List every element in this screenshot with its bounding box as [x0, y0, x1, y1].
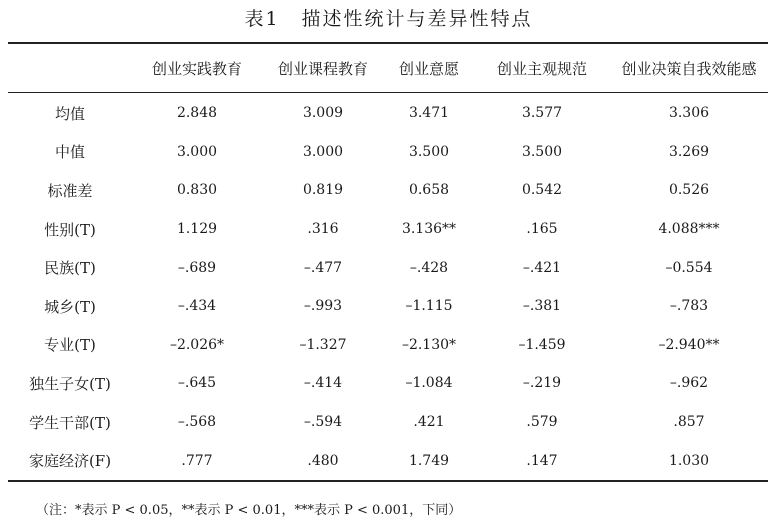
table-cell: 1.749	[408, 452, 450, 469]
table-cell: 3.009	[302, 105, 344, 122]
table-cell: 0.526	[668, 182, 710, 199]
table-cell: –2.130*	[401, 336, 457, 353]
column-header	[8, 48, 132, 88]
row-label: 家庭经济(F)	[28, 452, 112, 471]
table-cell: –1.115	[405, 298, 453, 315]
row-label: 中值	[54, 143, 85, 162]
table-cell: –.962	[669, 375, 709, 392]
statistics-table	[8, 48, 768, 480]
table-cell: 0.542	[521, 182, 563, 199]
table-cell: .579	[526, 414, 558, 431]
table-cell: –0.554	[665, 259, 713, 276]
table-cell: –1.084	[405, 375, 453, 392]
table-cell: 0.830	[176, 182, 218, 199]
table-cell: 3.500	[408, 143, 450, 160]
table-row	[8, 364, 768, 403]
table-cell: 3.471	[408, 105, 450, 122]
column-header: 创业决策自我效能感	[621, 59, 757, 78]
table-row	[8, 88, 768, 133]
table-cell: –2.940**	[658, 336, 720, 353]
table-cell: 0.658	[408, 182, 450, 199]
column-header: 创业课程教育	[277, 59, 368, 78]
table-number: 表1	[244, 8, 280, 30]
column-header: 创业主观规范	[496, 59, 587, 78]
row-label: 民族(T)	[44, 259, 96, 278]
table-row	[8, 441, 768, 480]
table-cell: 4.088***	[658, 221, 720, 238]
table-cell: –.645	[177, 375, 217, 392]
table-cell: .857	[673, 414, 705, 431]
table-cell: 0.819	[302, 182, 344, 199]
row-label: 学生干部(T)	[29, 413, 111, 432]
table-cell: –.434	[177, 298, 217, 315]
table-row	[8, 248, 768, 287]
table-cell: –.568	[177, 414, 217, 431]
row-label: 性别(T)	[44, 220, 96, 239]
table-cell: –.381	[522, 298, 562, 315]
table-cell: –1.459	[518, 336, 566, 353]
table-cell: –.689	[177, 259, 217, 276]
table-cell: .147	[526, 452, 558, 469]
table-row	[8, 403, 768, 442]
table-cell: 3.000	[302, 143, 344, 160]
table-cell: –1.327	[299, 336, 347, 353]
table-cell: –.783	[669, 298, 709, 315]
table-row	[8, 133, 768, 172]
table-cell: 1.129	[176, 221, 218, 238]
table-cell: –.421	[522, 259, 562, 276]
top-rule	[8, 42, 768, 44]
table-cell: 3.136**	[401, 221, 457, 238]
row-label: 标准差	[47, 181, 93, 200]
table-cell: –.428	[409, 259, 449, 276]
table-cell: –.219	[522, 375, 562, 392]
header-row	[8, 48, 768, 88]
row-label: 城乡(T)	[44, 297, 96, 316]
table-cell: .316	[307, 221, 339, 238]
table-cell: 3.306	[668, 105, 710, 122]
table-cell: –2.026*	[169, 336, 225, 353]
table-cell: .480	[307, 452, 339, 469]
row-label: 专业(T)	[44, 336, 96, 355]
table-cell: 3.000	[176, 143, 218, 160]
table-cell: .421	[413, 414, 445, 431]
table-title	[0, 4, 777, 31]
table-cell: 3.500	[521, 143, 563, 160]
table-note: （注：*表示 P < 0.05，**表示 P < 0.01，***表示 P < 0.001，下同）	[36, 503, 462, 518]
table-cell: –.594	[303, 414, 343, 431]
row-label: 均值	[54, 104, 85, 123]
column-header: 创业意愿	[398, 59, 459, 78]
table-row	[8, 287, 768, 326]
column-header: 创业实践教育	[151, 59, 242, 78]
table-row	[8, 171, 768, 210]
row-label: 独生子女(T)	[29, 374, 111, 393]
table-cell: 3.269	[668, 143, 710, 160]
table-cell: –.993	[303, 298, 343, 315]
table-cell: 1.030	[668, 452, 710, 469]
table-cell: 3.577	[521, 105, 563, 122]
table-cell: 2.848	[176, 105, 218, 122]
table-cell: –.414	[303, 375, 343, 392]
table-cell: .165	[526, 221, 558, 238]
table-body	[8, 88, 768, 480]
table-cell: –.477	[303, 259, 343, 276]
table-cell: .777	[181, 452, 213, 469]
table-row	[8, 326, 768, 365]
bottom-rule	[8, 480, 768, 482]
table-row	[8, 210, 768, 249]
table-title-text: 描述性统计与差异性特点	[301, 8, 533, 30]
